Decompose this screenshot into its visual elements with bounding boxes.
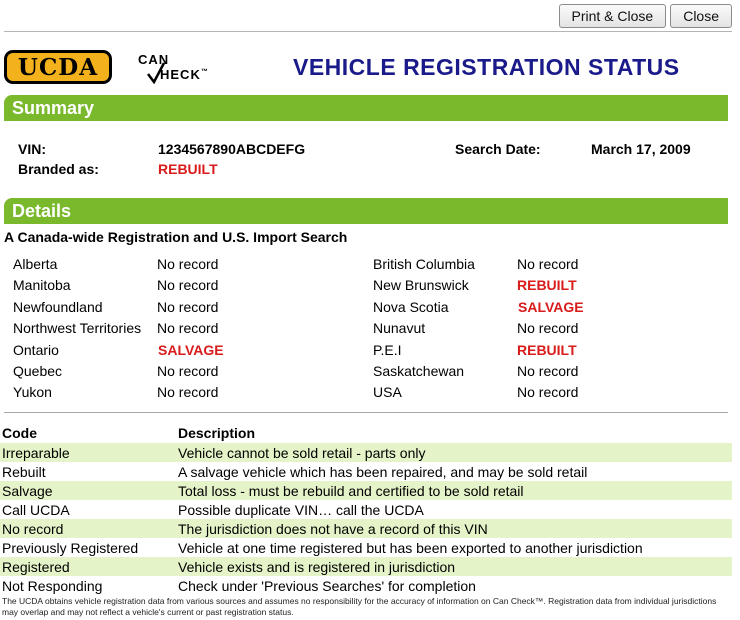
code-cell: Rebuilt bbox=[2, 464, 46, 480]
vin-label: VIN: bbox=[18, 141, 46, 157]
code-column-header: Code bbox=[2, 425, 37, 441]
code-cell: Call UCDA bbox=[2, 502, 70, 518]
close-button[interactable]: Close bbox=[670, 4, 732, 28]
description-column-header: Description bbox=[178, 425, 256, 441]
jurisdiction-status: No record bbox=[157, 384, 219, 400]
toolbar-divider bbox=[4, 31, 732, 32]
jurisdiction-name: New Brunswick bbox=[373, 277, 469, 293]
description-cell: Check under 'Previous Searches' for completion bbox=[178, 578, 476, 594]
description-cell: Vehicle exists and is registered in jurisdiction bbox=[178, 559, 456, 575]
jurisdiction-name: Alberta bbox=[13, 256, 58, 272]
ucda-logo-text: UCDA bbox=[7, 53, 109, 81]
table-row bbox=[0, 576, 732, 595]
jurisdiction-name: Nunavut bbox=[373, 320, 426, 336]
jurisdiction-status: SALVAGE bbox=[158, 342, 224, 358]
summary-section-header: Summary bbox=[4, 95, 728, 121]
jurisdiction-status: No record bbox=[517, 320, 579, 336]
code-cell: Registered bbox=[2, 559, 70, 575]
branded-value: REBUILT bbox=[158, 161, 218, 177]
jurisdiction-status: REBUILT bbox=[517, 342, 577, 358]
code-cell: Irreparable bbox=[2, 445, 70, 461]
description-cell: Possible duplicate VIN… call the UCDA bbox=[178, 502, 424, 518]
jurisdiction-status: No record bbox=[517, 384, 579, 400]
disclaimer-text: The UCDA obtains vehicle registration data from various sources and assumes no responsibility for the accuracy of information on Can Check™. Registration data from individual jurisdictions may overlap and may not reflect a vehicle's current or past registration status. bbox=[2, 596, 717, 617]
table-row bbox=[0, 500, 732, 519]
jurisdiction-name: Saskatchewan bbox=[373, 363, 465, 379]
section-divider bbox=[4, 412, 728, 413]
page-title: VEHICLE REGISTRATION STATUS bbox=[293, 54, 680, 80]
table-row bbox=[0, 481, 732, 500]
search-heading: A Canada-wide Registration and U.S. Import Search bbox=[4, 229, 348, 245]
print-close-button[interactable]: Print & Close bbox=[559, 4, 667, 28]
jurisdiction-status: No record bbox=[517, 363, 579, 379]
table-row bbox=[0, 443, 732, 462]
code-cell: Not Responding bbox=[2, 578, 103, 594]
vin-value: 1234567890ABCDEFG bbox=[158, 141, 306, 157]
description-cell: A salvage vehicle which has been repaired, and may be sold retail bbox=[178, 464, 588, 480]
jurisdiction-status: No record bbox=[157, 256, 219, 272]
description-cell: Vehicle at one time registered but has been exported to another jurisdiction bbox=[178, 540, 643, 556]
cancheck-logo bbox=[138, 52, 234, 86]
jurisdiction-name: P.E.I bbox=[373, 342, 402, 358]
table-row bbox=[0, 519, 732, 538]
cancheck-logo-can: CAN bbox=[138, 52, 170, 67]
ucda-logo bbox=[4, 50, 112, 84]
jurisdiction-status: SALVAGE bbox=[518, 299, 584, 315]
jurisdiction-name: Ontario bbox=[13, 342, 59, 358]
search-date-value: March 17, 2009 bbox=[591, 141, 691, 157]
table-row bbox=[0, 462, 732, 481]
branded-label: Branded as: bbox=[18, 161, 99, 177]
code-cell: Previously Registered bbox=[2, 540, 139, 556]
code-cell: Salvage bbox=[2, 483, 53, 499]
description-cell: The jurisdiction does not have a record of this VIN bbox=[178, 521, 488, 537]
code-legend-header bbox=[0, 423, 732, 443]
jurisdiction-name: Yukon bbox=[13, 384, 52, 400]
code-legend-table bbox=[0, 423, 732, 595]
details-section-header: Details bbox=[4, 198, 728, 224]
toolbar bbox=[559, 4, 733, 28]
jurisdiction-name: USA bbox=[373, 384, 402, 400]
jurisdiction-name: Nova Scotia bbox=[373, 299, 449, 315]
jurisdiction-name: British Columbia bbox=[373, 256, 475, 272]
code-cell: No record bbox=[2, 521, 64, 537]
jurisdiction-name: Manitoba bbox=[13, 277, 71, 293]
table-row bbox=[0, 538, 732, 557]
description-cell: Vehicle cannot be sold retail - parts only bbox=[178, 445, 426, 461]
description-cell: Total loss - must be rebuild and certified to be sold retail bbox=[178, 483, 524, 499]
jurisdiction-status: No record bbox=[157, 363, 219, 379]
cancheck-logo-check: HECK™ bbox=[160, 67, 209, 82]
jurisdiction-name: Newfoundland bbox=[13, 299, 103, 315]
search-date-label: Search Date: bbox=[455, 141, 541, 157]
jurisdiction-status: No record bbox=[157, 320, 219, 336]
table-row bbox=[0, 557, 732, 576]
jurisdiction-status: No record bbox=[517, 256, 579, 272]
jurisdiction-name: Northwest Territories bbox=[13, 320, 142, 336]
jurisdiction-name: Quebec bbox=[13, 363, 63, 379]
jurisdiction-status: REBUILT bbox=[517, 277, 577, 293]
jurisdiction-status: No record bbox=[157, 277, 219, 293]
jurisdiction-status: No record bbox=[157, 299, 219, 315]
